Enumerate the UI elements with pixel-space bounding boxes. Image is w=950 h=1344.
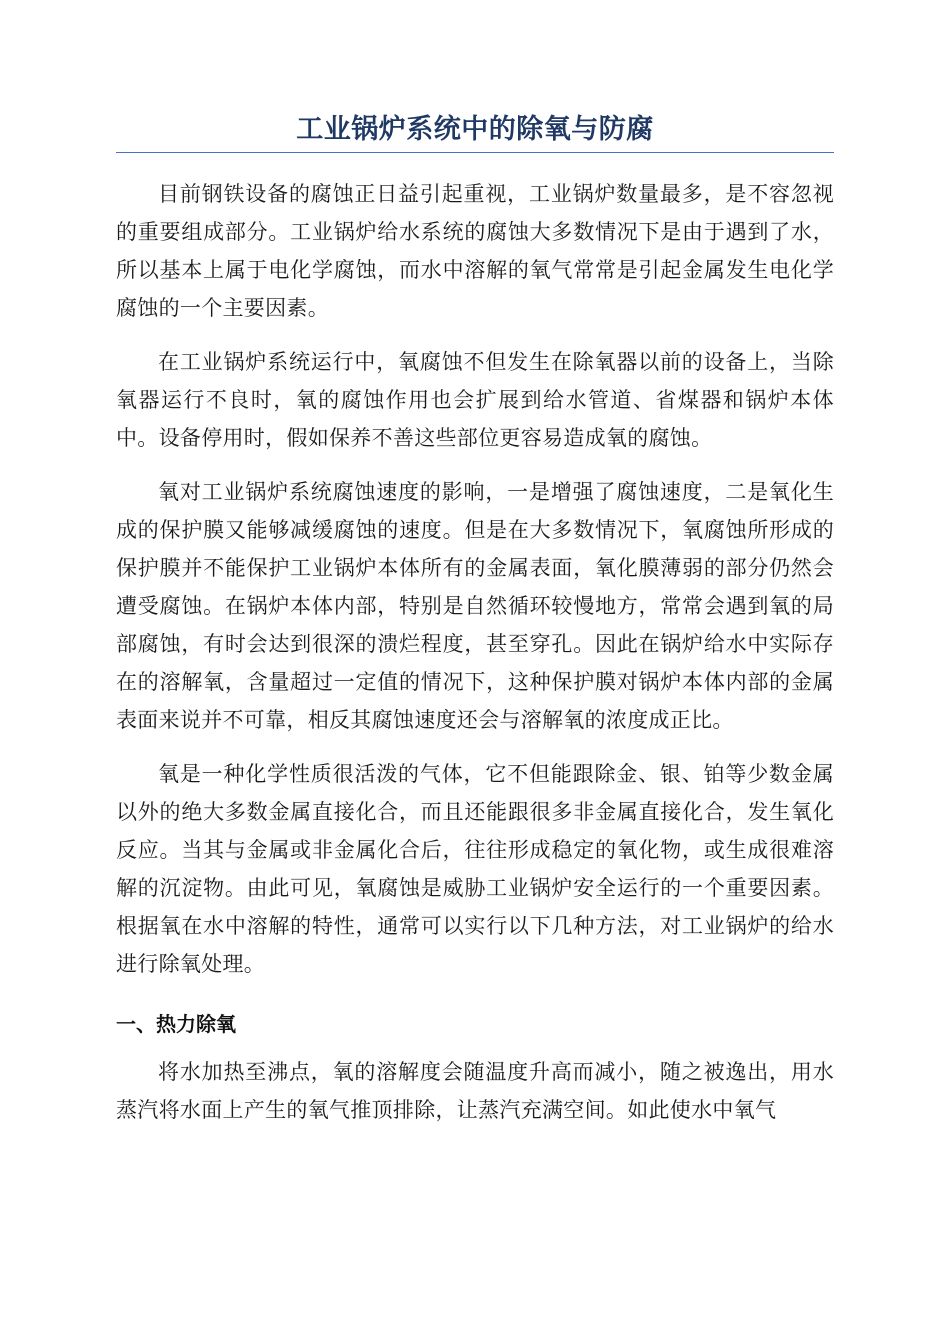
paragraph-1: 目前钢铁设备的腐蚀正日益引起重视，工业锅炉数量最多，是不容忽视的重要组成部分。工业锅炉给水系统的腐蚀大多数情况下是由于遇到了水，所以基本上属于电化学腐蚀，而水中溶解的氧气常常是引起金属发生电化学腐蚀的一个主要因素。 — [116, 182, 834, 320]
document-page — [116, 110, 834, 1129]
paragraph-4: 氧是一种化学性质很活泼的气体，它不但能跟除金、银、铂等少数金属以外的绝大多数金属直接化合，而且还能跟很多非金属直接化合，发生氧化反应。当其与金属或非金属化合后，往往形成稳定的氧化物，或生成很难溶解的沉淀物。由此可见，氧腐蚀是威胁工业锅炉安全运行的一个重要因素。根据氧在水中溶解的特性，通常可以实行以下几种方法，对工业锅炉的给水进行除氧处理。 — [116, 762, 834, 976]
paragraph-2: 在工业锅炉系统运行中，氧腐蚀不但发生在除氧器以前的设备上，当除氧器运行不良时，氧的腐蚀作用也会扩展到给水管道、省煤器和锅炉本体中。设备停用时，假如保养不善这些部位更容易造成氧的腐蚀。 — [116, 350, 834, 450]
paragraph-3: 氧对工业锅炉系统腐蚀速度的影响，一是增强了腐蚀速度，二是氧化生成的保护膜又能够减缓腐蚀的速度。但是在大多数情况下，氧腐蚀所形成的保护膜并不能保护工业锅炉本体所有的金属表面，氧化膜薄弱的部分仍然会遭受腐蚀。在锅炉本体内部，特别是自然循环较慢地方，常常会遇到氧的局部腐蚀，有时会达到很深的溃烂程度，甚至穿孔。因此在锅炉给水中实际存在的溶解氧，含量超过一定值的情况下，这种保护膜对锅炉本体内部的金属表面来说并不可靠，相反其腐蚀速度还会与溶解氧的浓度成正比。 — [116, 480, 834, 732]
document-title: 工业锅炉系统中的除氧与防腐 — [116, 110, 834, 153]
section-heading: 一、热力除氧 — [116, 1012, 236, 1036]
section-paragraph: 将水加热至沸点，氧的溶解度会随温度升高而减小，随之被逸出，用水蒸汽将水面上产生的氧气推顶排除，让蒸汽充满空间。如此使水中氧气 — [116, 1060, 834, 1122]
